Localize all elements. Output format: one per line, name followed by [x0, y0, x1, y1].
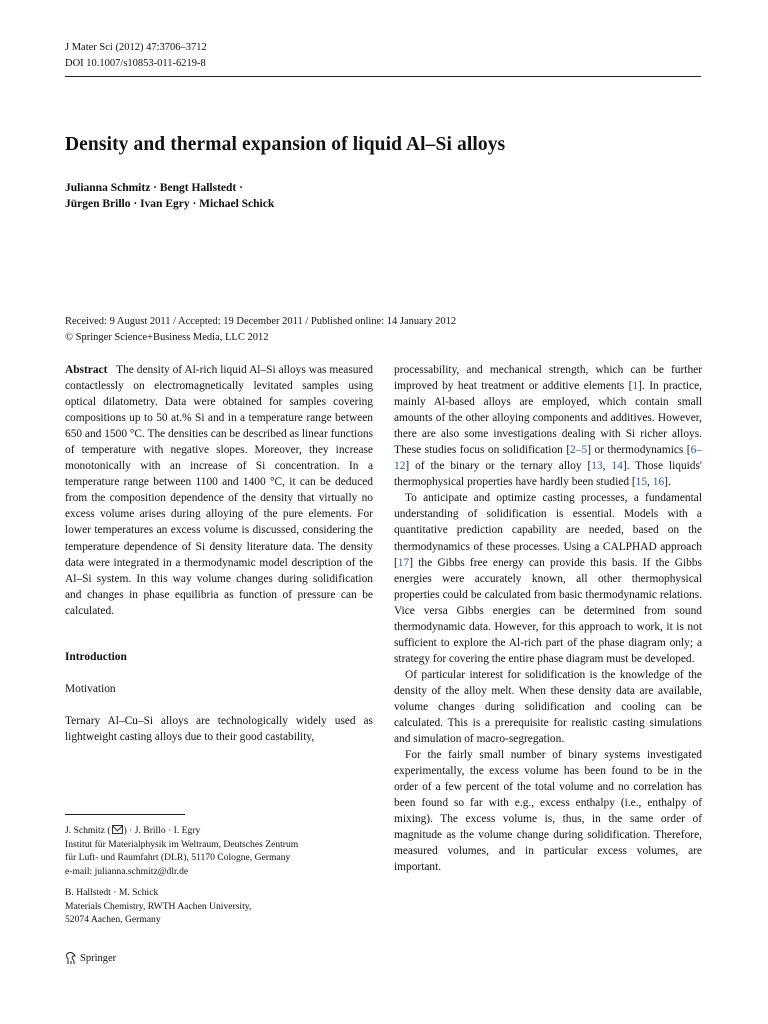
intro-paragraph: Ternary Al–Cu–Si alloys are technologically widely used as lightweight casting alloys due to their good castability,	[65, 714, 373, 743]
citation-link[interactable]: 17	[397, 556, 410, 569]
dates-block	[65, 314, 456, 346]
affiliation-1: J. Schmitz ( ) · J. Brillo · I. Egry Institut für Materialphysik im Weltraum, Deutsches Zentrum für Luft- und Raumfahrt (DLR), 51170 Cologne, Germany e-mail: julianna.schmitz@dlr.de	[65, 825, 299, 877]
right-paragraph-2: To anticipate and optimize casting processes, a fundamental understanding of solidification is essential. Models with a quantitative prediction capability are needed, based on the thermodynamics of these processes. Using a CALPHAD approach [17] the Gibbs free energy can provide this basis. If the Gibbs energies were accurately known, all other thermophysical properties could be calculated from basic thermodynamic relations. Vice versa Gibbs energies can be determined from sound thermodynamic data. However, for this approach to work, it is not sufficient to explore the Al-rich part of the phase diagram only; a strategy for covering the entire phase diagram must be developed.	[394, 492, 702, 665]
right-paragraph-3: Of particular interest for solidification is the knowledge of the density of the alloy melt. When these density data are available, volume changes during solidification and cooling can be calculated. This is a prerequisite for realistic casting simulations and simulation of macro-segregation.	[394, 668, 702, 746]
authors-line-1: Julianna Schmitz · Bengt Hallstedt ·	[65, 182, 243, 194]
abstract	[65, 362, 373, 619]
right-paragraph-4: For the fairly small number of binary systems investigated experimentally, the excess volume has been found to be in the order of a few percent of the total volume and no correlation has been found so far with e.g., excess enthalpy (i.e., enthalpy of mixing). The excess volume is, thus, in the same order of magnitude as the volume change during solidification. Therefore, measured volumes, and in particular excess volumes, are important.	[394, 749, 702, 874]
citation-link[interactable]: 6–12	[394, 444, 702, 473]
abstract-text: The density of Al-rich liquid Al–Si alloys was measured contactlessly on electromagnetically levitated samples using optical dilatometry. Data were obtained for samples covering compositions up to 50 at.% Si and in a temperature range between 650 and 1500 °C. The densities can be described as linear functions of temperature with negative slopes. Moreover, they increase monotonically with an increase of Si concentration. In a temperature range between 1100 and 1400 °C, it can be deduced from the composition dependence of the density that virtually no excess volume arises during alloying of the pure elements. For lower temperatures an excess volume is discussed, considering the temperature dependence of Si density literature data. The density data were integrated in a thermodynamic model description of the Al–Si system. In this way volume changes during solidification and changes in phase equilibria as function of pressure can be calculated.	[65, 364, 374, 617]
citation-link[interactable]: 2–5	[570, 444, 588, 457]
copyright: © Springer Science+Business Media, LLC 2012	[65, 332, 269, 343]
citation-link[interactable]: 1	[632, 380, 639, 393]
doi[interactable]: DOI 10.1007/s10853-011-6219-8	[65, 58, 206, 69]
subsection-heading-motivation: Motivation	[65, 682, 116, 695]
envelope-icon	[112, 825, 123, 834]
header-rule	[65, 76, 701, 77]
journal-header	[65, 40, 207, 72]
contact-email[interactable]: e-mail: julianna.schmitz@dlr.de	[65, 865, 189, 877]
journal-citation: J Mater Sci (2012) 47:3706–3712	[65, 42, 207, 53]
citation-link[interactable]: 16	[652, 476, 665, 489]
author-list	[65, 180, 274, 212]
publisher-logo	[65, 952, 116, 965]
citation-link[interactable]: 14	[611, 460, 623, 473]
footnote-rule	[65, 814, 185, 815]
paper-title: Density and thermal expansion of liquid Al–Si alloys	[65, 134, 506, 155]
affiliation-1-authors: J. Schmitz ( ) · J. Brillo · I. Egry	[65, 825, 201, 836]
affiliation-2: B. Hallstedt · M. Schick Materials Chemistry, RWTH Aachen University, 52074 Aachen, Germany	[65, 887, 252, 925]
right-column	[394, 362, 702, 876]
authors-line-2: Jürgen Brillo · Ivan Egry · Michael Schick	[65, 198, 275, 210]
received-dates: Received: 9 August 2011 / Accepted: 19 December 2011 / Published online: 14 January 2012	[65, 316, 457, 327]
publisher-name: Springer	[80, 953, 117, 964]
abstract-label: Abstract	[65, 364, 108, 376]
section-heading-introduction: Introduction	[65, 650, 127, 663]
springer-horse-icon	[65, 952, 77, 965]
right-paragraph-1: processability, and mechanical strength, which can be further improved by heat treatment or additive elements [1]. In practice, mainly Al-based alloys are employed, which contain small amounts of the other alloying components and additives. However, there are also some investigations dealing with Si richer alloys. These studies focus on solidification [2–5] or thermodynamics [6–12] of the binary or the ternary alloy [13, 14]. Those liquids' thermophysical properties have hardly been studied [15, 16].	[394, 364, 702, 489]
citation-link[interactable]: 15	[635, 476, 648, 489]
citation-link[interactable]: 13	[591, 460, 603, 473]
left-column	[65, 362, 373, 745]
